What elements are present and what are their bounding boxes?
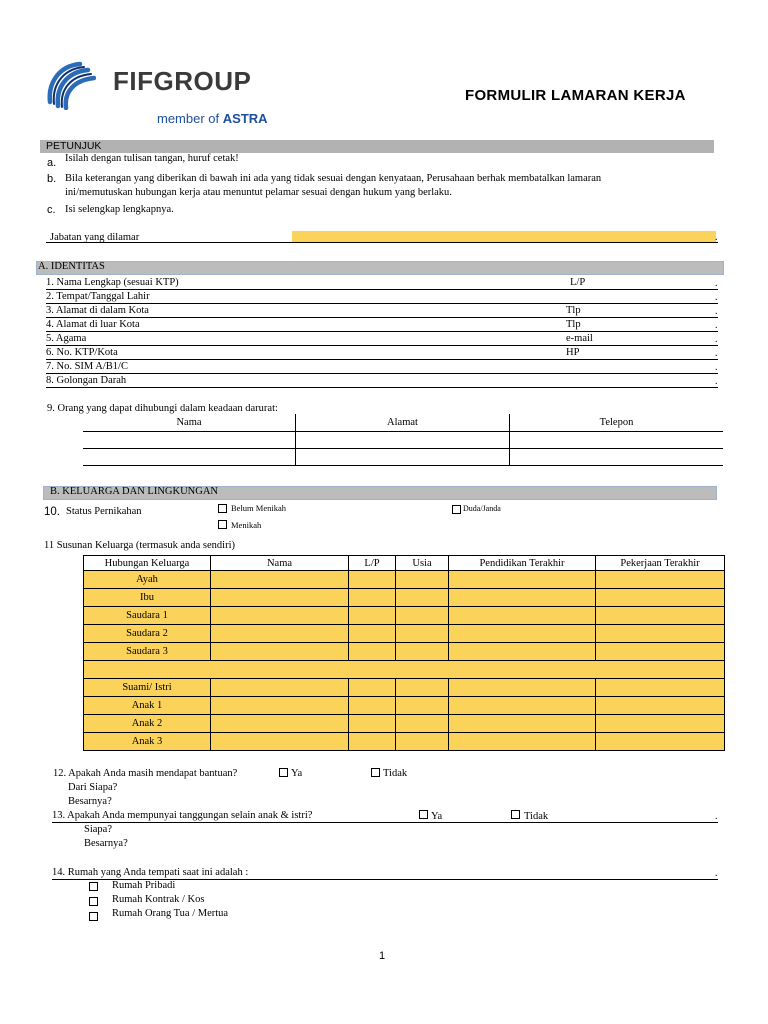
petunjuk-bar: [40, 140, 714, 153]
jabatan-line: [46, 242, 718, 243]
family-cell-input[interactable]: [596, 571, 725, 589]
family-spacer-row: [84, 661, 725, 679]
q12-label: 12. Apakah Anda masih mendapat bantuan?: [53, 768, 238, 779]
petunjuk-c-letter: c.: [47, 204, 56, 216]
emergency-header-telepon: Telepon: [510, 414, 724, 432]
identitas-field-input[interactable]: [46, 289, 718, 290]
family-row: [84, 643, 725, 661]
q13-yes-label: Ya: [431, 811, 443, 822]
duda-janda-label: Duda/Janda: [463, 504, 501, 513]
identitas-field-dot: .: [715, 362, 718, 373]
family-cell-input[interactable]: [211, 679, 349, 697]
family-cell-input[interactable]: [449, 589, 596, 607]
family-cell-input[interactable]: [349, 697, 396, 715]
family-cell-input[interactable]: [396, 571, 449, 589]
duda-janda-checkbox[interactable]: [452, 505, 461, 514]
identitas-field-dot: .: [715, 376, 718, 387]
identitas-field-label: 4. Alamat di luar Kota: [46, 319, 140, 330]
q13-yes-checkbox[interactable]: [419, 810, 428, 819]
family-cell-input[interactable]: [596, 715, 725, 733]
petunjuk-title: PETUNJUK: [46, 140, 102, 152]
rumah-pribadi-label: Rumah Pribadi: [112, 880, 176, 891]
family-cell-input[interactable]: [449, 679, 596, 697]
family-cell-input[interactable]: [449, 715, 596, 733]
identitas-field-dot: .: [715, 292, 718, 303]
menikah-checkbox[interactable]: [218, 520, 227, 529]
q12-no-label: Tidak: [383, 768, 408, 779]
family-header-pendidikan: Pendidikan Terakhir: [449, 556, 596, 571]
emergency-contact-table: [83, 414, 723, 466]
identitas-field-right-label: Tlp: [566, 305, 581, 316]
petunjuk-b-letter: b.: [47, 173, 57, 185]
family-cell-input[interactable]: [211, 715, 349, 733]
family-cell-input[interactable]: [211, 697, 349, 715]
family-cell-input[interactable]: [349, 571, 396, 589]
belum-menikah-checkbox[interactable]: [218, 504, 227, 513]
identitas-field-input[interactable]: [46, 373, 718, 374]
family-cell-input[interactable]: [349, 607, 396, 625]
q13-dot: .: [715, 811, 718, 822]
q12-no-checkbox[interactable]: [371, 768, 380, 777]
page-number: 1: [379, 950, 386, 962]
q12-sub-besarnya: Besarnya?: [68, 796, 112, 807]
petunjuk-b-text: Bila keterangan yang diberikan di bawah ini ada yang tidak sesuai dengan kenyataan, Perusahaan berhak membatalkan lamaran: [65, 173, 602, 184]
family-cell-input[interactable]: [349, 643, 396, 661]
identitas-field-label: 5. Agama: [46, 333, 87, 344]
form-title: FORMULIR LAMARAN KERJA: [465, 87, 686, 104]
family-cell-input[interactable]: [211, 571, 349, 589]
petunjuk-a-letter: a.: [47, 157, 57, 169]
identitas-field-label: 8. Golongan Darah: [46, 375, 127, 386]
q13-sub-siapa: Siapa?: [84, 824, 112, 835]
family-cell-input[interactable]: [396, 697, 449, 715]
identitas-field-label: 1. Nama Lengkap (sesuai KTP): [46, 277, 179, 288]
family-cell-input[interactable]: [449, 625, 596, 643]
identitas-field-input[interactable]: [46, 331, 718, 332]
rumah-orangtua-checkbox[interactable]: [89, 912, 98, 921]
emergency-cell[interactable]: [83, 432, 296, 449]
q11-label: 11 Susunan Keluarga (termasuk anda sendiri): [44, 540, 235, 551]
identitas-field-dot: .: [715, 320, 718, 331]
identitas-field-input[interactable]: [46, 317, 718, 318]
family-cell-input[interactable]: [449, 607, 596, 625]
rumah-pribadi-checkbox[interactable]: [89, 882, 98, 891]
family-relation: Suami/ Istri: [84, 679, 211, 697]
family-row: [84, 571, 725, 589]
astra-brand: ASTRA: [222, 111, 268, 126]
identitas-field-input[interactable]: [46, 359, 718, 360]
identitas-field-input[interactable]: [46, 303, 718, 304]
identitas-field-dot: .: [715, 278, 718, 289]
identitas-field-input[interactable]: [46, 345, 718, 346]
family-relation: Saudara 1: [84, 607, 211, 625]
emergency-cell[interactable]: [296, 432, 510, 449]
emergency-cell[interactable]: [296, 449, 510, 466]
family-row: [84, 715, 725, 733]
identitas-title: A. IDENTITAS: [38, 261, 105, 272]
petunjuk-c-text: Isi selengkap lengkapnya.: [65, 204, 174, 215]
family-relation: Anak 1: [84, 697, 211, 715]
identitas-field-right-label: L/P: [570, 277, 586, 288]
family-row: [84, 607, 725, 625]
petunjuk-a-text: Isilah dengan tulisan tangan, huruf cetak!: [65, 153, 239, 164]
emergency-header-nama: Nama: [83, 414, 296, 432]
family-cell-input[interactable]: [396, 715, 449, 733]
q12-yes-label: Ya: [291, 768, 303, 779]
family-row: [84, 697, 725, 715]
family-cell-input[interactable]: [396, 589, 449, 607]
identitas-field-dot: .: [715, 348, 718, 359]
family-cell-input[interactable]: [449, 643, 596, 661]
emergency-cell[interactable]: [83, 449, 296, 466]
emergency-label: 9. Orang yang dapat dihubungi dalam keadaan darurat:: [47, 403, 278, 414]
family-cell-input[interactable]: [211, 607, 349, 625]
identitas-field-dot: .: [715, 334, 718, 345]
family-relation: Ayah: [84, 571, 211, 589]
family-cell-input[interactable]: [349, 679, 396, 697]
q13-label: 13. Apakah Anda mempunyai tanggungan selain anak & istri?: [52, 810, 313, 821]
family-cell-input[interactable]: [596, 643, 725, 661]
family-cell-input[interactable]: [596, 625, 725, 643]
identitas-field-label: 3. Alamat di dalam Kota: [46, 305, 149, 316]
jabatan-dot: .: [715, 232, 718, 243]
identitas-field-right-label: e-mail: [566, 333, 593, 344]
q14-dot: .: [715, 868, 718, 879]
identitas-bar: [36, 261, 724, 275]
family-cell-input[interactable]: [349, 625, 396, 643]
identitas-field-label: 2. Tempat/Tanggal Lahir: [46, 291, 150, 302]
q10-label: Status Pernikahan: [66, 506, 142, 517]
family-cell-input[interactable]: [396, 679, 449, 697]
family-header-usia: Usia: [396, 556, 449, 571]
family-relation: Ibu: [84, 589, 211, 607]
family-cell-input[interactable]: [596, 697, 725, 715]
family-cell-input[interactable]: [449, 733, 596, 751]
q12-yes-checkbox[interactable]: [279, 768, 288, 777]
family-header-nama: Nama: [211, 556, 349, 571]
petunjuk-b-text2: ini/memutuskan hubungan kerja atau menuntut pelamar sesuai dengan hukum yang berlaku.: [65, 187, 452, 198]
family-row: [84, 733, 725, 751]
family-header-lp: L/P: [349, 556, 396, 571]
q12-sub-siapa: Dari Siapa?: [68, 782, 118, 793]
family-cell-input[interactable]: [596, 607, 725, 625]
rumah-kontrak-checkbox[interactable]: [89, 897, 98, 906]
family-cell-input[interactable]: [396, 625, 449, 643]
family-cell-input[interactable]: [349, 733, 396, 751]
family-header-hubungan: Hubungan Keluarga: [84, 556, 211, 571]
identitas-field-label: 6. No. KTP/Kota: [46, 347, 118, 358]
identitas-field-dot: .: [715, 306, 718, 317]
jabatan-input[interactable]: [292, 231, 716, 242]
family-cell-input[interactable]: [211, 643, 349, 661]
emergency-cell[interactable]: [510, 449, 724, 466]
family-relation: Anak 3: [84, 733, 211, 751]
jabatan-label: Jabatan yang dilamar: [50, 232, 140, 243]
family-relation: Anak 2: [84, 715, 211, 733]
family-cell-input[interactable]: [349, 715, 396, 733]
family-cell-input[interactable]: [596, 589, 725, 607]
family-table: [83, 555, 725, 751]
family-cell-input[interactable]: [396, 733, 449, 751]
fifgroup-logo-icon: [44, 58, 96, 110]
q13-no-label: Tidak: [524, 811, 549, 822]
member-of-label: member of ASTRA: [157, 111, 268, 126]
family-relation: Saudara 3: [84, 643, 211, 661]
family-row: [84, 679, 725, 697]
menikah-label: Menikah: [231, 520, 262, 530]
family-cell-input[interactable]: [211, 589, 349, 607]
q10-number: 10.: [44, 506, 60, 518]
family-cell-input[interactable]: [449, 697, 596, 715]
q14-label: 14. Rumah yang Anda tempati saat ini adalah :: [52, 867, 249, 878]
identitas-field-input[interactable]: [46, 387, 718, 388]
family-row: [84, 625, 725, 643]
family-cell-input[interactable]: [449, 571, 596, 589]
family-cell-input[interactable]: [349, 589, 396, 607]
family-row: [84, 589, 725, 607]
emergency-header-alamat: Alamat: [296, 414, 510, 432]
family-row: [84, 661, 725, 679]
rumah-kontrak-label: Rumah Kontrak / Kos: [112, 894, 205, 905]
family-cell-input[interactable]: [396, 643, 449, 661]
identitas-field-label: 7. No. SIM A/B1/C: [46, 361, 128, 372]
q13-line: [52, 822, 718, 823]
family-cell-input[interactable]: [396, 607, 449, 625]
q13-sub-besarnya: Besarnya?: [84, 838, 128, 849]
identitas-field-right-label: HP: [566, 347, 580, 358]
family-cell-input[interactable]: [211, 625, 349, 643]
identitas-field-right-label: Tlp: [566, 319, 581, 330]
family-cell-input[interactable]: [211, 733, 349, 751]
brand-name: FIFGROUP: [113, 66, 252, 96]
q13-no-checkbox[interactable]: [511, 810, 520, 819]
belum-menikah-label: Belum Menikah: [231, 503, 287, 513]
emergency-cell[interactable]: [510, 432, 724, 449]
family-cell-input[interactable]: [596, 679, 725, 697]
family-cell-input[interactable]: [596, 733, 725, 751]
keluarga-title: B. KELUARGA DAN LINGKUNGAN: [50, 486, 218, 497]
family-relation: Saudara 2: [84, 625, 211, 643]
family-header-pekerjaan: Pekerjaan Terakhir: [596, 556, 725, 571]
rumah-orangtua-label: Rumah Orang Tua / Mertua: [112, 908, 229, 919]
